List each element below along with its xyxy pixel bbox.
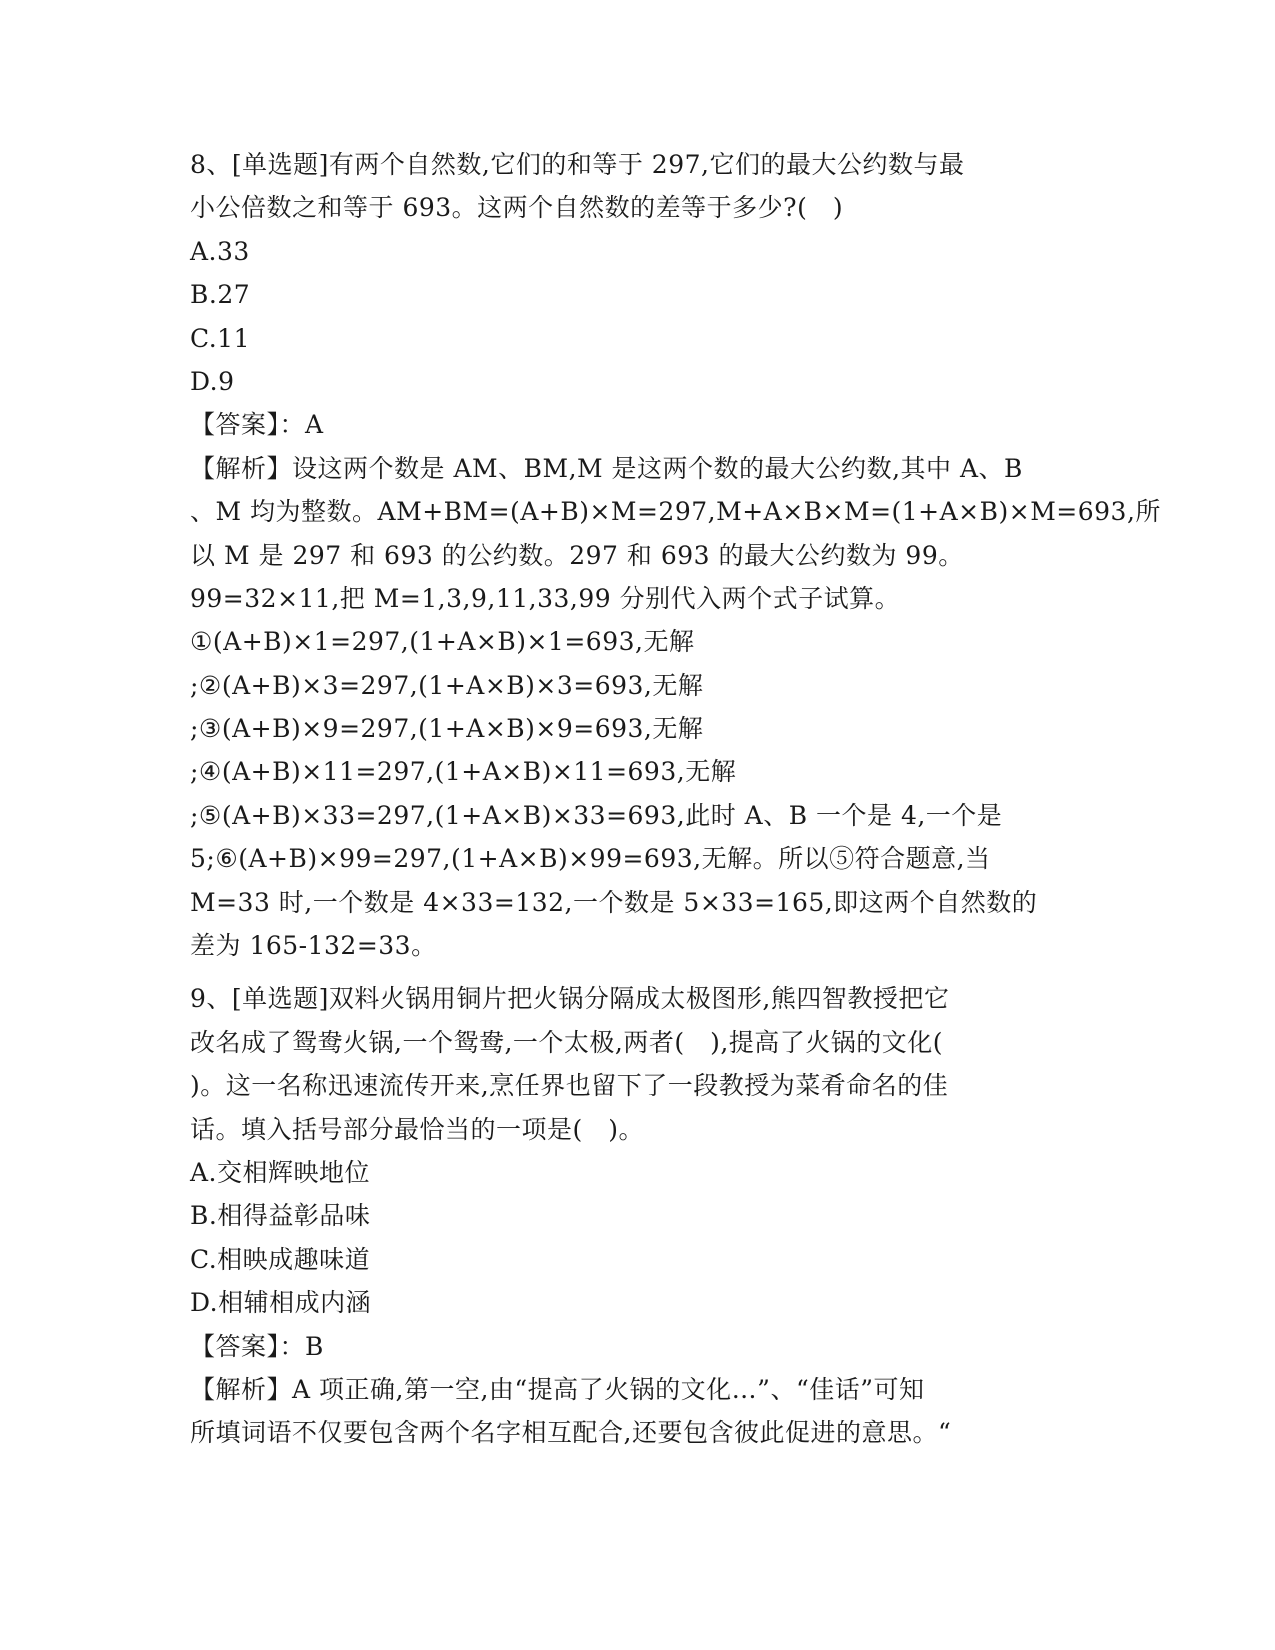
document-page: [190, 143, 1161, 1455]
option-c: C.11: [190, 323, 250, 353]
analysis-line: 所填词语不仅要包含两个名字相互配合,还要包含彼此促进的意思。“: [190, 1418, 952, 1448]
analysis-line: ;④(A+B)×11=297,(1+A×B)×11=693,无解: [190, 757, 737, 787]
question-stem-line: 小公倍数之和等于 693。这两个自然数的差等于多少?( ): [190, 193, 844, 223]
option-b: B.27: [190, 280, 251, 310]
analysis-line: 以 M 是 297 和 693 的公约数。297 和 693 的最大公约数为 99。: [190, 540, 964, 570]
analysis-line: 、M 均为整数。AM+BM=(A+B)×M=297,M+A×B×M=(1+A×B)×M=693,所: [190, 497, 1161, 527]
option-c: C.相映成趣味道: [190, 1244, 371, 1274]
analysis-line: ;⑤(A+B)×33=297,(1+A×B)×33=693,此时 A、B 一个是 4,一个是: [190, 800, 1003, 830]
analysis-line: 【解析】设这两个数是 AM、BM,M 是这两个数的最大公约数,其中 A、B: [190, 453, 1023, 483]
question-9: [190, 977, 1090, 1454]
option-d: D.9: [190, 366, 235, 396]
question-stem-line: )。这一名称迅速流传开来,烹任界也留下了一段教授为菜肴命名的佳: [190, 1071, 949, 1101]
question-gap: [190, 967, 1090, 977]
analysis-line: 【解析】A 项正确,第一空,由“提高了火锅的文化…”、“佳话”可知: [190, 1374, 925, 1404]
analysis-line: ①(A+B)×1=297,(1+A×B)×1=693,无解: [190, 627, 695, 657]
question-stem-line: 话。填入括号部分最恰当的一项是( )。: [190, 1114, 645, 1144]
answer-line: 【答案】：B: [190, 1331, 324, 1361]
analysis-line: 99=32×11,把 M=1,3,9,11,33,99 分别代入两个式子试算。: [190, 583, 901, 613]
question-stem-line: 9、[单选题]双料火锅用铜片把火锅分隔成太极图形,熊四智教授把它: [190, 984, 950, 1014]
analysis-line: ;②(A+B)×3=297,(1+A×B)×3=693,无解: [190, 670, 704, 700]
analysis-line: ;③(A+B)×9=297,(1+A×B)×9=693,无解: [190, 714, 704, 744]
question-stem-line: 8、[单选题]有两个自然数,它们的和等于 297,它们的最大公约数与最: [190, 150, 965, 179]
question-8: [190, 143, 1161, 967]
option-b: B.相得益彰品味: [190, 1201, 371, 1231]
question-stem-line: 改名成了鸳鸯火锅,一个鸳鸯,一个太极,两者( ),提高了火锅的文化(: [190, 1027, 944, 1057]
analysis-line: M=33 时,一个数是 4×33=132,一个数是 5×33=165,即这两个自然数的: [190, 887, 1038, 917]
option-d: D.相辅相成内涵: [190, 1288, 372, 1318]
answer-line: 【答案】：A: [190, 410, 324, 440]
analysis-line: 5;⑥(A+B)×99=297,(1+A×B)×99=693,无解。所以⑤符合题意,当: [190, 844, 991, 874]
option-a: A.交相辉映地位: [190, 1157, 371, 1187]
option-a: A.33: [190, 236, 250, 266]
analysis-line: 差为 165-132=33。: [190, 931, 437, 961]
